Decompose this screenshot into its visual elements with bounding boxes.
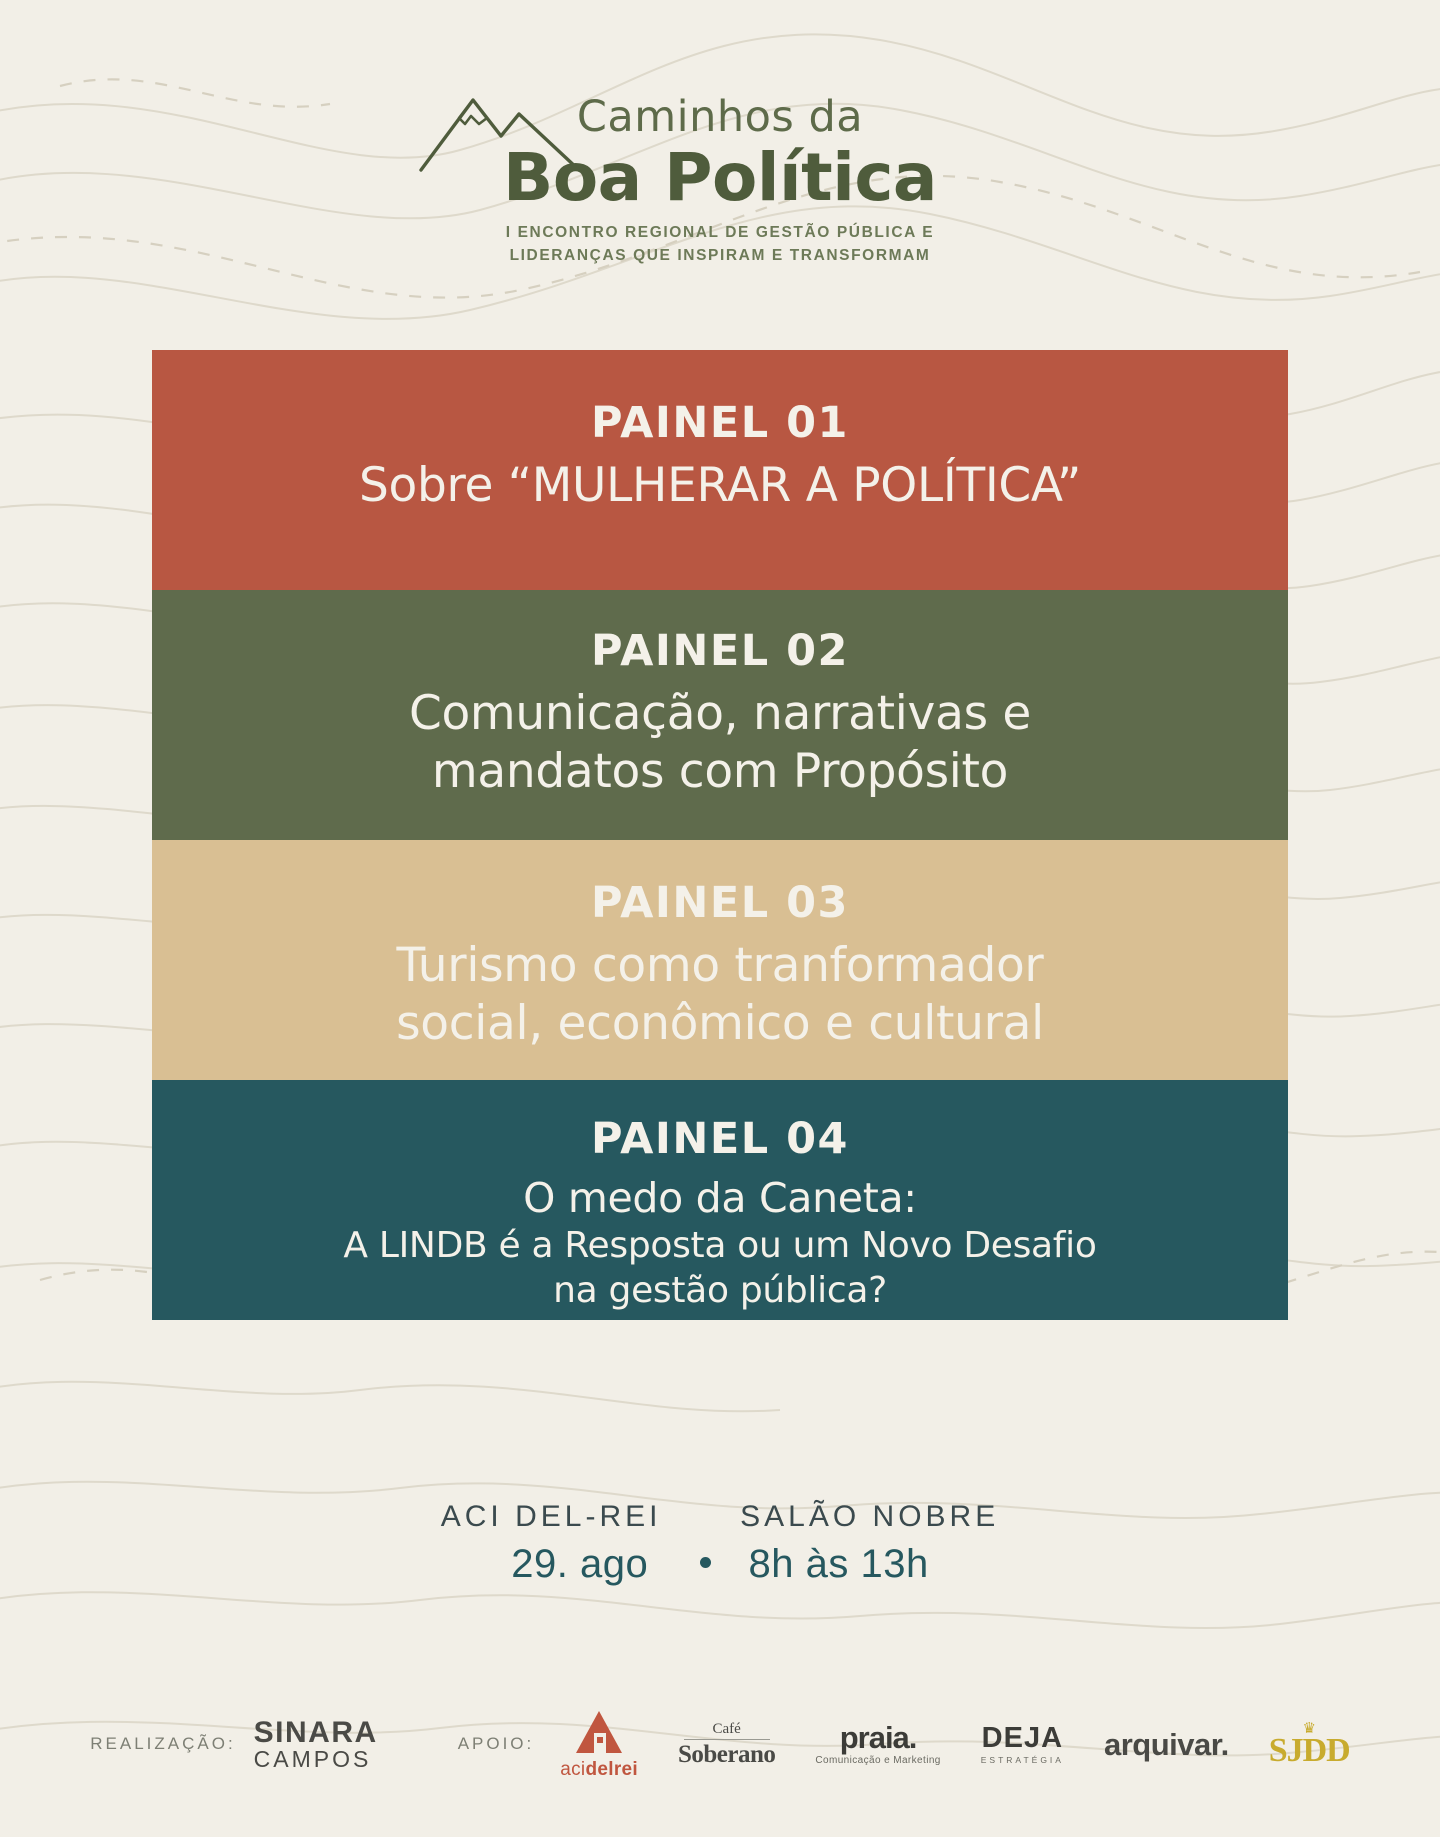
deja-tagline: ESTRATÉGIA [980, 1754, 1064, 1765]
logo-deja [980, 1721, 1064, 1765]
panel-03-title-line-2: social, econômico e cultural [396, 995, 1044, 1051]
panel-02-title [192, 685, 1248, 800]
logo-acidelrei [560, 1709, 638, 1779]
event-time: 8h às 13h [748, 1542, 929, 1586]
logo-sjdd [1269, 1721, 1350, 1768]
logo-subtitle-line-1: I ENCONTRO REGIONAL DE GESTÃO PÚBLICA E [505, 224, 935, 242]
sjdd-wordmark: SJDD [1268, 1731, 1350, 1769]
deja-wordmark: DEJA [981, 1721, 1064, 1754]
logo-line-1: Caminhos da [576, 92, 864, 142]
panel-04-title-line-2: A LINDB é a Resposta ou um Novo Desafio [343, 1225, 1097, 1267]
sponsor-logos [560, 1709, 1349, 1779]
logo-sinara-campos [253, 1715, 378, 1772]
acidelrei-text-light: aci [560, 1759, 586, 1780]
panel-03-title-line-1: Turismo como tranformador [396, 938, 1044, 994]
mountain-icon [415, 78, 585, 174]
panel-03 [152, 840, 1288, 1080]
panel-02-title-line-1: Comunicação, narrativas e [408, 686, 1032, 742]
panel-03-kicker: PAINEL 03 [591, 878, 849, 928]
panel-04-title-line-1: O medo da Caneta: [523, 1174, 917, 1223]
panel-04-title-line-3: na gestão pública? [553, 1270, 887, 1312]
panel-04 [152, 1080, 1288, 1320]
cafe-top-text: Café [712, 1720, 741, 1737]
panel-01 [152, 350, 1288, 590]
crown-icon: ♛ [1302, 1719, 1316, 1737]
acidelrei-mark-icon [572, 1709, 626, 1757]
logo-subtitle [0, 222, 1440, 267]
event-venue: ACI DEL-REI [440, 1500, 662, 1533]
panel-01-title: Sobre “MULHERAR A POLÍTICA” [358, 458, 1082, 514]
logo-line-2: Boa Política [503, 139, 937, 216]
footer-logos [0, 1709, 1440, 1779]
event-info [0, 1500, 1440, 1587]
arquivar-wordmark: arquivar. [1103, 1726, 1229, 1762]
realizacao-label: REALIZAÇÃO: [90, 1734, 236, 1753]
panel-01-kicker: PAINEL 01 [591, 398, 849, 448]
panel-04-kicker: PAINEL 04 [591, 1114, 849, 1164]
bullet-icon [700, 1557, 711, 1568]
event-datetime-row [0, 1542, 1440, 1587]
event-date: 29. ago [511, 1542, 649, 1586]
panel-list [152, 350, 1288, 1320]
panel-02-kicker: PAINEL 02 [591, 626, 849, 676]
logo-subtitle-line-2: LIDERANÇAS QUE INSPIRAM E TRANSFORMAM [509, 246, 931, 264]
event-room: SALÃO NOBRE [740, 1500, 1000, 1533]
panel-02-title-line-2: mandatos com Propósito [431, 743, 1009, 799]
cafe-bottom-text: Soberano [677, 1740, 776, 1768]
logo-arquivar [1103, 1726, 1229, 1762]
apoio-label: APOIO: [457, 1734, 535, 1753]
logo-cafe-soberano [678, 1722, 775, 1767]
event-location-row [0, 1500, 1440, 1534]
panel-03-title [192, 937, 1248, 1052]
praia-tagline: Comunicação e Marketing [815, 1755, 941, 1766]
event-logo [0, 92, 1440, 267]
logo-praia [815, 1722, 940, 1766]
praia-wordmark: praia. [839, 1720, 917, 1755]
acidelrei-wordmark [560, 1760, 638, 1779]
divider [684, 1739, 770, 1740]
panel-02 [152, 590, 1288, 840]
sinara-line-1: SINARA [253, 1715, 378, 1749]
acidelrei-text-bold: delrei [585, 1759, 638, 1780]
panel-04-title [192, 1173, 1248, 1313]
sinara-line-2: CAMPOS [253, 1745, 372, 1772]
